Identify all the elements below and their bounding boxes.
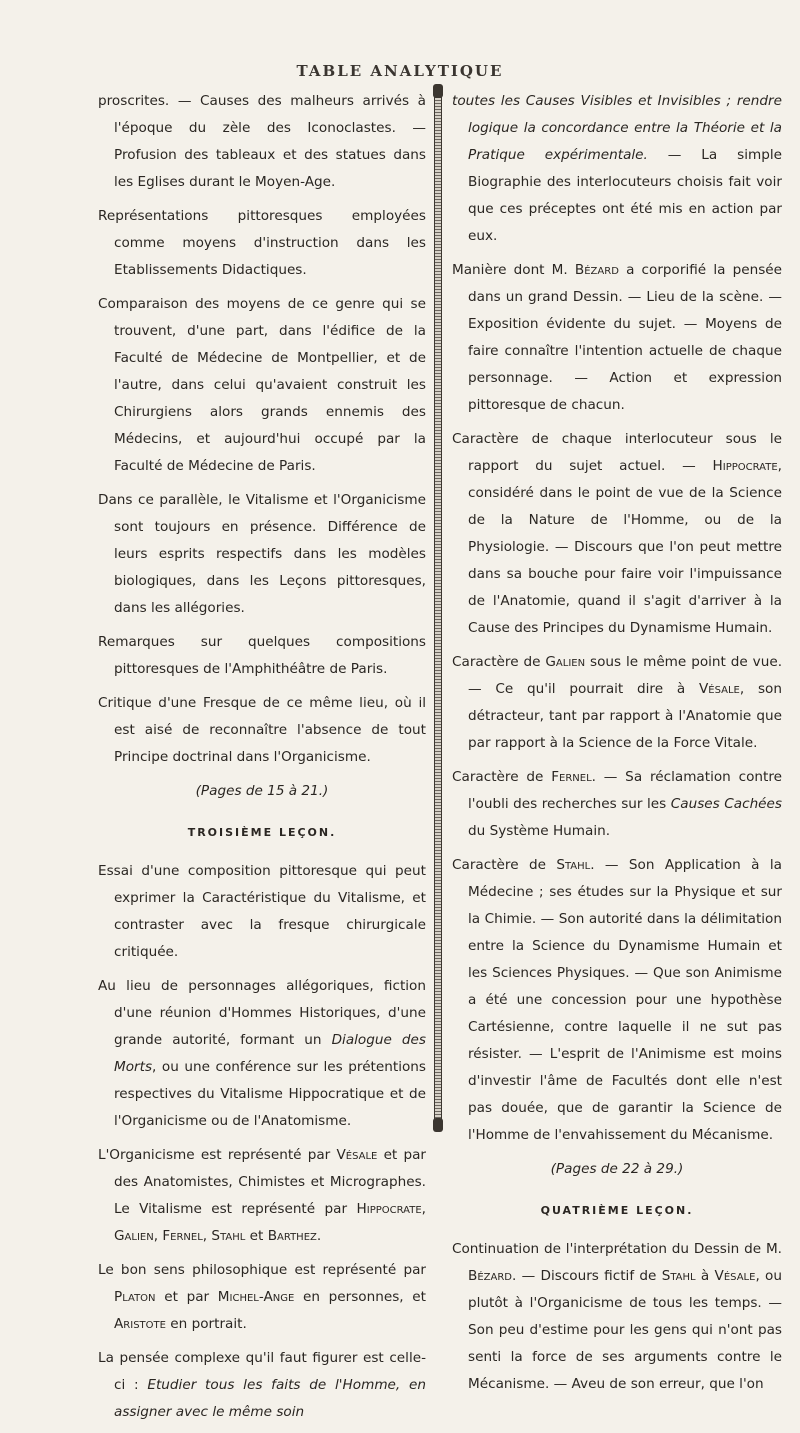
gutter-cap-bottom	[433, 1118, 443, 1132]
left-column	[98, 88, 426, 1433]
page-title: TABLE ANALYTIQUE	[296, 62, 504, 80]
text-run: Au lieu de personnages allégoriques, fiction d'une réunion d'Hommes Historiques, d'une grande autorité, formant un	[98, 978, 426, 1048]
text-run: Le bon sens philosophique est représenté par	[98, 1262, 426, 1278]
text-run: . — Son Application à la Médecine ; ses études sur la Physique et sur la Chimie. — Son autorité dans la délimitation entre la Science du Dynamisme Humain et les Sciences Physiques. — Que son Animisme a été une concession pour une hypothèse Cartésienne, contre laquelle il ne sut pas résister. — L'esprit de l'Animisme est moins d'investir l'âme de Facultés dont elle n'est pas douée, que de garantir la Science de l'Homme de l'envahissement du Mécanisme.	[468, 857, 782, 1143]
name-run: Vésale	[714, 1268, 756, 1284]
name-run: Fernel	[551, 769, 592, 785]
text-run: et par des Anatomistes, Chimistes et Micrographes. Le Vitalisme est représenté par	[114, 1147, 426, 1217]
name-run: Michel-Ange	[217, 1289, 295, 1305]
text-run: . — Sa réclamation contre l'oubli des recherches sur les	[468, 769, 782, 812]
text-run: Caractère de	[452, 857, 546, 873]
paragraph-pensee	[98, 1345, 426, 1426]
name-run: Galien	[545, 654, 586, 670]
paragraph-hippocrate	[452, 426, 782, 642]
text-run: Caractère de	[452, 769, 544, 785]
paragraph-iconoclastes: proscrites. — Causes des malheurs arrivés à l'époque du zèle des Iconoclastes. — Profusion des tableaux et des statues dans les Eglises durant le Moyen-Age.	[98, 93, 426, 190]
text-run: . — Discours fictif de	[511, 1268, 657, 1284]
name-run: Bézard	[468, 1268, 512, 1284]
text-run: L'Organicisme est représenté par	[98, 1147, 331, 1163]
paragraph-parallele: Dans ce parallèle, le Vitalisme et l'Organicisme sont toujours en présence. Différence de leurs esprits respectifs dans les modèles biologiques, dans les Leçons pittoresques, dans les allégories.	[98, 492, 426, 616]
text-run: La pensée complexe qu'il faut figurer est celle-ci :	[98, 1350, 426, 1393]
paragraph-causes	[452, 88, 782, 250]
name-run: Stahl	[556, 857, 591, 873]
text-run: à	[700, 1268, 710, 1284]
paragraph-comparaison: Comparaison des moyens de ce genre qui se trouvent, d'une part, dans l'édifice de la Faculté de Médecine de Montpellier, et de l'autre, dans celui qu'avaient construit les Chirurgiens alors grands ennemis des Médecins, et aujourd'hui occupé par la Faculté de Médecine de Paris.	[98, 296, 426, 474]
italic-run: toutes les Causes Visibles et Invisibles ; rendre logique la concordance entre la Théorie et la Pratique expérimentale.	[452, 93, 782, 163]
paragraph-essai: Essai d'une composition pittoresque qui peut exprimer la Caractéristique du Vitalisme, et contraster avec la fresque chirurgicale critiquée.	[98, 863, 426, 960]
paragraph-remarques: Remarques sur quelques compositions pittoresques de l'Amphithéâtre de Paris.	[98, 634, 426, 677]
italic-run: Etudier tous les faits de l'Homme, en assigner avec le même soin	[114, 1377, 426, 1420]
text-run: , considéré dans le point de vue de la Science de la Nature de l'Homme, ou de la Physiologie. — Discours que l'on peut mettre dans sa bouche pour faire voir l'impuissance de l'Anatomie, quand il s'agit d'arriver à la Cause des Principes du Dynamisme Humain.	[468, 458, 782, 636]
name-run: Vésale	[336, 1147, 378, 1163]
italic-run: Dialogue des Morts	[114, 1032, 426, 1075]
text-run: , ou plutôt à l'Organicisme de tous les temps. — Son peu d'estime pour les gens qui n'ont pas senti la force de ses arguments contre le Mécanisme. — Aveu de son erreur, que l'on	[468, 1268, 782, 1392]
paragraph-organicisme	[98, 1142, 426, 1250]
name-run: Bézard	[574, 262, 619, 278]
name-run: Hippocrate	[712, 458, 778, 474]
paragraph-maniere	[452, 257, 782, 419]
text-run: , son détracteur, tant par rapport à l'Anatomie que par rapport à la Science de la Force Vitale.	[468, 681, 782, 751]
text-run: Caractère de chaque interlocuteur sous le rapport du sujet actuel. —	[452, 431, 782, 474]
text-run: en portrait.	[170, 1316, 247, 1332]
section-heading-quatrieme-lecon: QUATRIÈME LEÇON.	[540, 1204, 694, 1217]
binding-gutter-ornament	[434, 85, 442, 1130]
paragraph-critique: Critique d'une Fresque de ce même lieu, où il est aisé de reconnaître l'absence de tout Principe doctrinal dans l'Organicisme.	[98, 695, 426, 765]
text-run: Caractère de	[452, 654, 541, 670]
name-run: Barthez.	[267, 1228, 322, 1244]
name-run: Hippocrate, Galien, Fernel, Stahl	[114, 1201, 426, 1244]
paragraph-galien	[452, 649, 782, 757]
paragraph-dialogue	[98, 973, 426, 1135]
pages-reference: (Pages de 22 à 29.)	[550, 1161, 684, 1177]
text-run: Manière dont M.	[452, 262, 568, 278]
paragraph-continuation	[452, 1236, 782, 1398]
text-run: du Système Humain.	[468, 823, 611, 839]
name-run: Stahl	[661, 1268, 696, 1284]
text-run: en personnes, et	[303, 1289, 426, 1305]
text-run: sous le même point de vue. — Ce qu'il pourrait dire à	[468, 654, 783, 697]
section-heading-troisieme-lecon: TROISIÈME LEÇON.	[187, 826, 337, 839]
text-run: — La simple Biographie des interlocuteurs choisis fait voir que ces préceptes ont été mis en action par eux.	[468, 147, 782, 244]
text-run: et par	[164, 1289, 210, 1305]
italic-run: Causes Cachées	[670, 796, 782, 812]
paragraph-fernel	[452, 764, 782, 845]
name-run: Aristote	[114, 1316, 166, 1332]
gutter-cap-top	[433, 84, 443, 98]
name-run: Platon	[114, 1289, 156, 1305]
pages-reference: (Pages de 15 à 21.)	[195, 783, 329, 799]
paragraph-stahl	[452, 852, 782, 1149]
text-run: , ou une conférence sur les prétentions respectives du Vitalisme Hippocratique et de l'Organicisme ou de l'Anatomisme.	[114, 1059, 426, 1129]
text-run: Continuation de l'interprétation du Dessin de M.	[452, 1241, 782, 1257]
right-column	[452, 88, 782, 1405]
paragraph-bon-sens	[98, 1257, 426, 1338]
paragraph-representations: Représentations pittoresques employées comme moyens d'instruction dans les Etablissements Didactiques.	[98, 208, 426, 278]
name-run: Vésale	[698, 681, 740, 697]
text-run: a corporifié la pensée dans un grand Dessin. — Lieu de la scène. — Exposition évidente du sujet. — Moyens de faire connaître l'intention actuelle de chaque personnage. — Action et expression pittoresque de chacun.	[468, 262, 783, 413]
text-run: et	[249, 1228, 264, 1244]
